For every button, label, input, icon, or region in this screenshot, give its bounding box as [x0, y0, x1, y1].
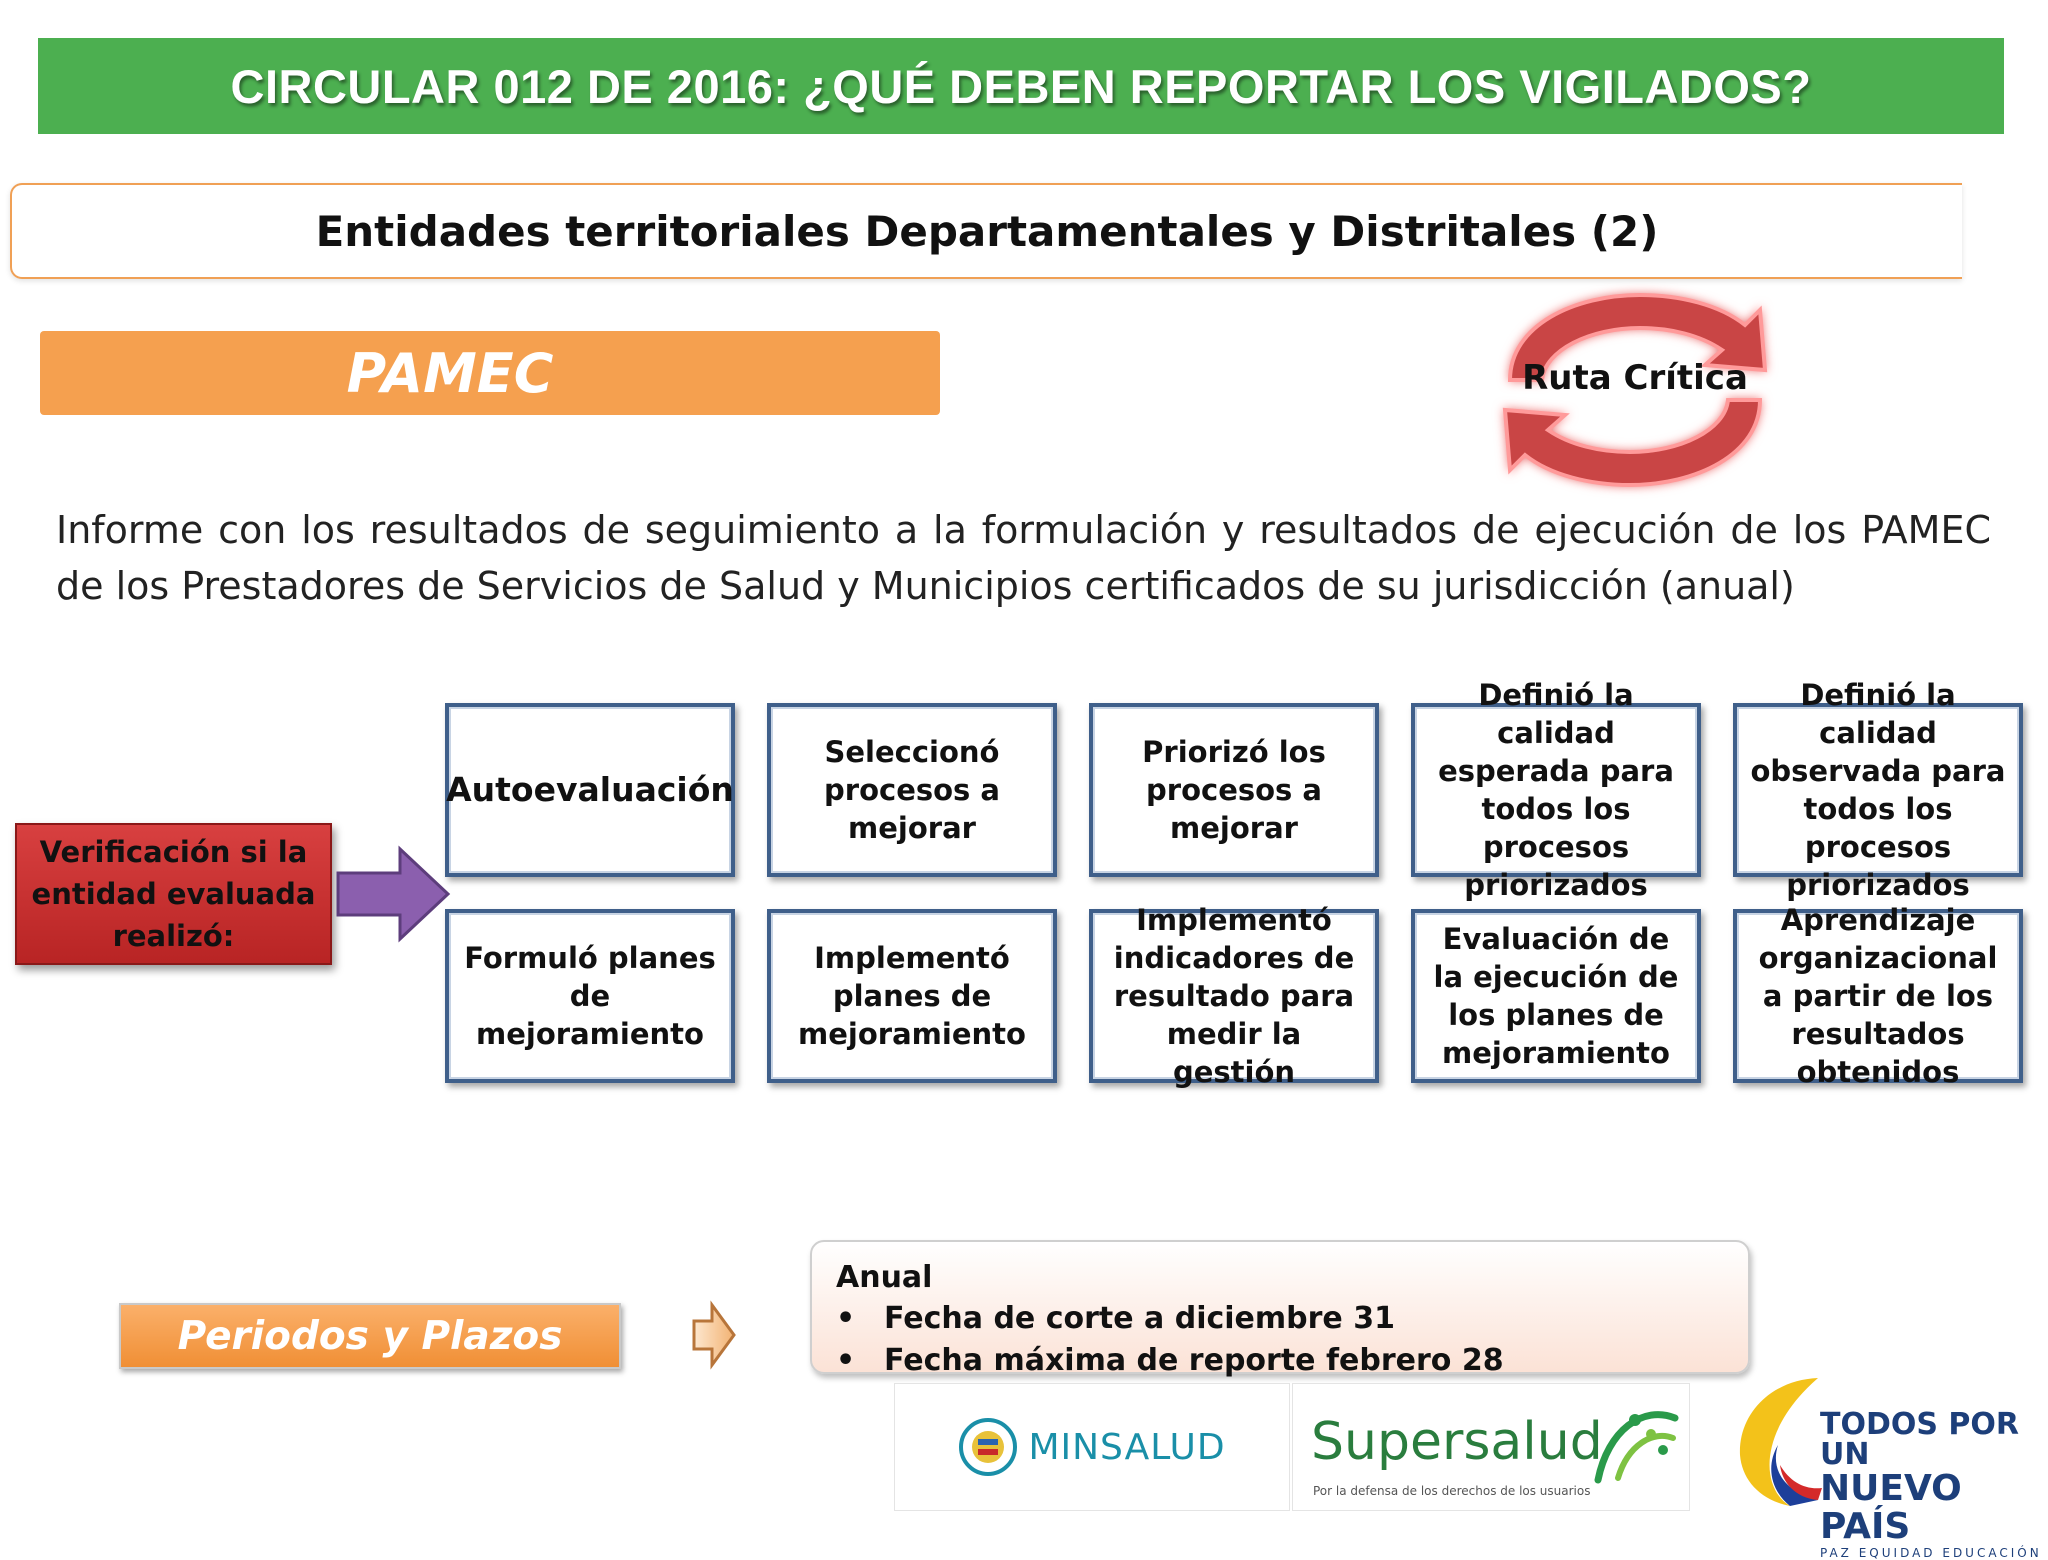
step-label: Implementó indicadores de resultado para medir la gestión — [1113, 903, 1355, 1089]
step-label: Definió la calidad observada para todos los procesos priorizados — [1750, 678, 2006, 902]
step-label: Aprendizaje organizacional a partir de los resultados obtenidos — [1758, 903, 1998, 1089]
deadline-text: Fecha de corte a diciembre 31 — [884, 1301, 1395, 1336]
step-box — [767, 909, 1057, 1083]
todos-line-3: PAZ EQUIDAD EDUCACIÓN — [1820, 1546, 2042, 1560]
small-right-arrow-icon — [690, 1301, 738, 1369]
supersalud-text: Supersalud — [1311, 1412, 1603, 1472]
step-box — [445, 703, 735, 877]
bullet: • — [836, 1343, 856, 1378]
description-paragraph: Informe con los resultados de seguimiento a la formulación y resultados de ejecución de los PAMEC de los Prestadores de Servicios de Salud y Municipios certificados de su jurisdicción (anual) — [56, 508, 1991, 608]
step-box — [445, 909, 735, 1083]
deadlines-heading: Anual — [836, 1260, 933, 1295]
step-label: Definió la calidad esperada para todos los procesos priorizados — [1438, 678, 1674, 902]
step-box — [1733, 903, 2023, 1089]
step-box — [1089, 703, 1379, 877]
step-label: Formuló planes de mejoramiento — [464, 941, 716, 1051]
supersalud-swirl-icon — [1583, 1390, 1683, 1490]
todos-por-un-nuevo-pais-logo — [1820, 1407, 2048, 1560]
step-label: Evaluación de la ejecución de los planes de mejoramiento — [1433, 922, 1679, 1070]
step-label: Autoevaluación — [446, 770, 734, 809]
step-box — [1411, 678, 1701, 902]
minsalud-logo — [894, 1383, 1290, 1511]
bullet: • — [836, 1301, 856, 1336]
right-arrow-icon — [336, 847, 450, 941]
page-title: CIRCULAR 012 DE 2016: ¿QUÉ DEBEN REPORTAR LOS VIGILADOS? — [230, 59, 1812, 113]
verification-box — [15, 823, 332, 965]
pamec-label: PAMEC — [346, 341, 554, 405]
todos-line-1: TODOS POR UN — [1820, 1407, 2020, 1472]
ruta-critica-label: Ruta Crítica — [1522, 358, 1748, 398]
subtitle-text: Entidades territoriales Departamentales y Distritales (2) — [315, 206, 1659, 256]
step-box — [1089, 903, 1379, 1089]
step-label: Priorizó los procesos a mejorar — [1142, 735, 1326, 845]
periods-label: Periodos y Plazos — [177, 1313, 563, 1359]
supersalud-logo — [1292, 1383, 1690, 1511]
colombia-seal-icon — [958, 1417, 1018, 1477]
periods-label-box — [119, 1303, 621, 1369]
step-label: Seleccionó procesos a mejorar — [824, 735, 1000, 845]
verification-label: Verificación si la entidad evaluada realizó: — [31, 835, 316, 953]
step-box — [767, 703, 1057, 877]
list-item — [836, 1298, 1748, 1340]
minsalud-text: MINSALUD — [1028, 1426, 1226, 1468]
deadlines-list — [836, 1298, 1748, 1382]
header-banner — [38, 38, 2004, 134]
todos-flag-icon — [1730, 1370, 1822, 1510]
pamec-label-box — [40, 331, 940, 415]
supersalud-tagline: Por la defensa de los derechos de los usuarios — [1313, 1484, 1591, 1498]
step-label: Implementó planes de mejoramiento — [798, 941, 1026, 1051]
deadlines-box — [810, 1240, 1750, 1378]
step-box — [1411, 909, 1701, 1083]
todos-line-2: NUEVO PAÍS — [1820, 1468, 1962, 1547]
subtitle-bar — [10, 183, 1962, 279]
deadline-text: Fecha máxima de reporte febrero 28 — [884, 1343, 1504, 1378]
list-item — [836, 1340, 1748, 1382]
step-box — [1733, 678, 2023, 902]
